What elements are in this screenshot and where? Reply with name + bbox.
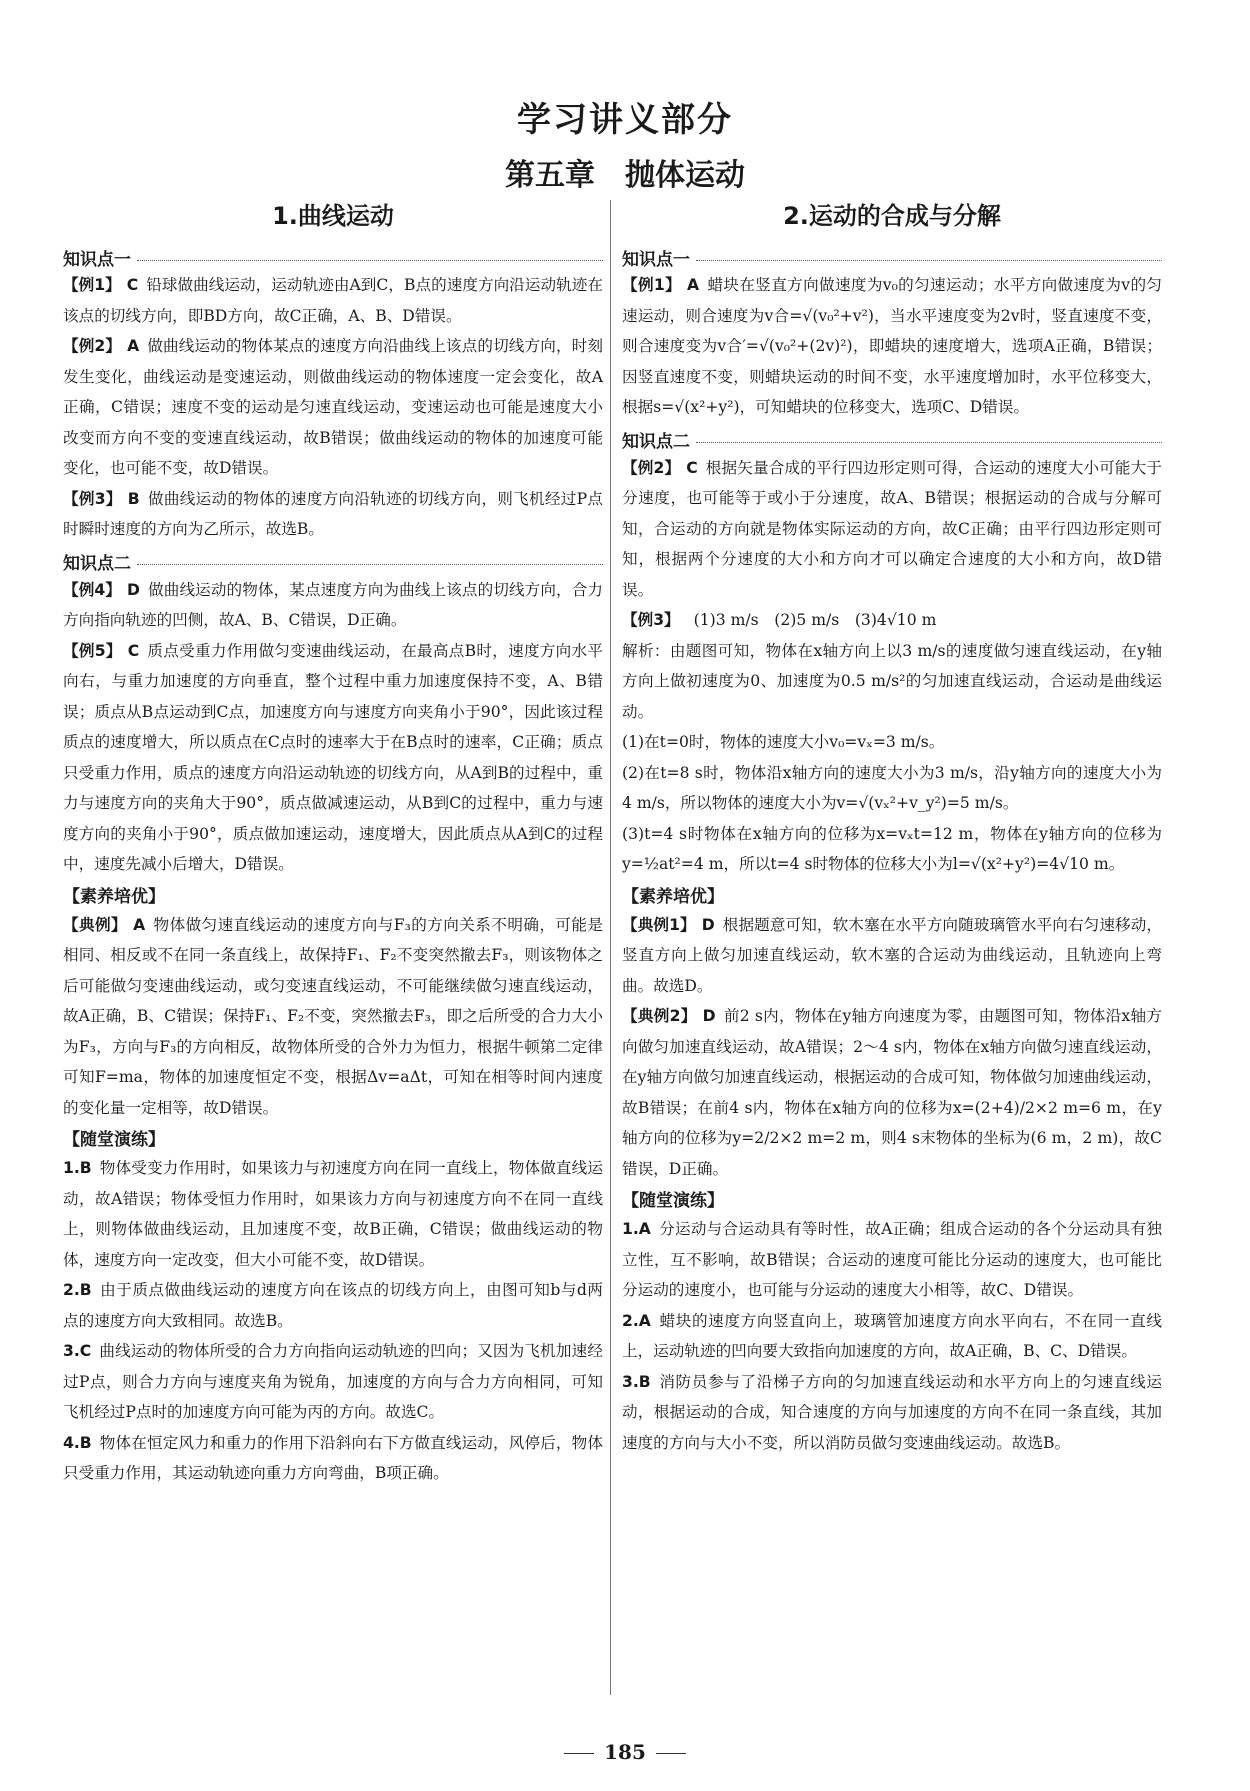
example-item [63, 910, 603, 1124]
explanation-text: 前2 s内，物体在y轴方向速度为零，由题图可知，物体沿x轴方向做匀加速直线运动，故A错误；2～4 s内，物体在x轴方向做匀速直线运动，在y轴方向做匀加速直线运动，根据运动的合成可知，物体做匀加速曲线运动，故B错误；在前4 s内，物体在x轴方向的位移为x=(2+4)/2×2 m=6 m，在y轴方向的位移为y=2/2×2 m=2 m，则4 s末物体的坐标为(6 m，2 m)，故C错误，D正确。 [622, 1007, 1162, 1178]
explanation-text: 蜡块在竖直方向做速度为v₀的匀速运动；水平方向做速度为v的匀速运动，则合速度为v合=√(v₀²+v²)，当水平速度变为2v时，竖直速度不变，则合速度变为v合′=√(v₀²+(2v)²)，即蜡块的速度增大，选项A正确，B错误；因竖直速度不变，则蜡块运动的时间不变，水平速度增加时，水平位移变大，根据s=√(x²+y²)，可知蜡块的位移变大，选项C、D错误。 [622, 276, 1162, 416]
section-title-curvilinear-motion: 1.曲线运动 [272, 202, 394, 230]
example-tag: 【例2】 [622, 458, 681, 477]
example-item [63, 575, 603, 636]
explanation-text: 消防员参与了沿梯子方向的匀加速直线运动和水平方向上的匀速直线运动，根据运动的合成，知合速度的方向与加速度的方向不在同一条直线，其加速度的方向与大小不变，所以消防员做匀变速曲线运动。故选B。 [622, 1372, 1162, 1452]
example-item [622, 605, 1162, 636]
example-item [622, 270, 1162, 423]
knowledge-point-label: 知识点二 [63, 554, 131, 574]
knowledge-point-label: 知识点一 [63, 249, 131, 270]
answer-letter: C [126, 276, 139, 294]
answer-letter: B [127, 489, 140, 508]
explanation-text: 物体在恒定风力和重力的作用下沿斜向右下方做直线运动，风停后，物体只受重力作用，其运动轨迹向重力方向弯曲，B项正确。 [63, 1433, 603, 1482]
practice-item [63, 1275, 603, 1336]
explanation-text: 蜡块的速度方向竖直向上，玻璃管加速度方向水平向右，不在同一直线上，运动轨迹的凹向要大致指向加速度的方向，故A正确，B、C、D错误。 [622, 1311, 1162, 1360]
knowledge-point-heading [63, 549, 603, 575]
example-tag: 【例1】 [63, 276, 121, 294]
question-number: 3.B [622, 1372, 651, 1391]
explanation-text: 分运动与合运动具有等时性，故A正确；组成合运动的各个分运动具有独立性，互不影响，故B错误；合运动的速度可能比分运动的速度大，也可能比分运动的速度小，也可能与分运动的速度大小相等，故C、D错误。 [622, 1220, 1162, 1299]
explanation-text: 物体做匀速直线运动的速度方向与F₃的方向关系不明确，可能是相同、相反或不在同一条直线上，故保持F₁、F₂不变突然撤去F₃，则该物体之后可能做匀变速曲线运动，或匀变速直线运动，不可能继续做匀速直线运动，故A正确，B、C错误；保持F₁、F₂不变，突然撤去F₃，即之后所受的合力大小为F₃，方向与F₃的方向相反，故物体所受的合外力为恒力，根据牛顿第二定律可知F=ma，物体的加速度恒定不变，根据Δv=aΔt，可知在相等时间内速度的变化量一定相等，故D错误。 [63, 915, 603, 1117]
example-item [63, 331, 603, 484]
answer-letter: A [687, 276, 700, 294]
question-number: 1.A [622, 1220, 651, 1238]
answer-letter: D [127, 580, 140, 599]
dotted-rule [137, 260, 603, 261]
question-number: 4.B [63, 1433, 92, 1452]
example-tag: 【典例2】 [622, 1007, 697, 1025]
answer-letter: C [127, 641, 140, 660]
example-tag: 【典例1】 [622, 915, 696, 934]
example-tag: 【例1】 [622, 276, 682, 294]
practice-item [622, 1367, 1162, 1459]
explanation-text: 质点受重力作用做匀变速曲线运动，在最高点B时，速度方向水平向右，与重力加速度的方向垂直，整个过程中重力加速度保持不变，A、B错误；质点从B点运动到C点，加速度方向与速度方向夹角小于90°，因此该过程质点的速度增大，所以质点在C点时的速率大于在B点时的速率，C正确；质点只受重力作用，质点的速度方向沿运动轨迹的切线方向，从A到B的过程中，重力与速度方向的夹角大于90°，质点做减速运动，从B到C的过程中，重力与速度方向的夹角小于90°，质点做加速运动，速度增大，因此质点从A到C的过程中，速度先减小后增大，D错误。 [63, 641, 603, 873]
analysis-line: 解析：由题图可知，物体在x轴方向上以3 m/s的速度做匀速直线运动，在y轴方向上做初速度为0、加速度为0.5 m/s²的匀加速直线运动，合运动是曲线运动。 [622, 641, 1162, 721]
practice-item [63, 1336, 603, 1428]
section-heading-suyang: 【素养培优】 [63, 886, 165, 907]
knowledge-point-heading [622, 244, 1162, 270]
explanation-text: 铅球做曲线运动，运动轨迹由A到C，B点的速度方向沿运动轨迹在该点的切线方向，即BD方向，故C正确，A、B、D错误。 [63, 276, 603, 325]
answer-letter: D [702, 1007, 716, 1025]
explanation-text: (1)3 m/s (2)5 m/s (3)4√10 m [693, 611, 937, 629]
analysis-line: (1)在t=0时，物体的速度大小v₀=vₓ=3 m/s。 [622, 733, 945, 751]
left-column [63, 198, 603, 1489]
answer-letter: D [701, 915, 715, 934]
dotted-rule [696, 442, 1162, 443]
practice-item [622, 1214, 1162, 1306]
knowledge-point-heading [63, 244, 603, 270]
example-tag: 【典例】 [63, 915, 128, 934]
column-divider [610, 200, 611, 1695]
practice-item [63, 1428, 603, 1489]
knowledge-point-heading [622, 427, 1162, 453]
dotted-rule [137, 564, 603, 565]
explanation-text: 根据矢量合成的平行四边形定则可得，合运动的速度大小可能大于分速度，也可能等于或小于分速度，故A、B错误；根据运动的合成与分解可知，合运动的方向就是物体实际运动的方向，故C正确；由平行四边形定则可知，根据两个分速度的大小和方向才可以确定合速度的大小和方向，故D错误。 [622, 458, 1162, 599]
section-heading-suitang: 【随堂演练】 [63, 1130, 165, 1150]
knowledge-point-label: 知识点一 [622, 249, 690, 270]
question-number: 2.A [622, 1311, 651, 1330]
analysis-line: (2)在t=8 s时，物体沿x轴方向的速度大小为3 m/s，沿y轴方向的速度大小为4 m/s，所以物体的速度大小为v=√(vₓ²+v_y²)=5 m/s。 [622, 763, 1162, 812]
section-heading-suitang: 【随堂演练】 [622, 1191, 724, 1211]
explanation-text: 由于质点做曲线运动的速度方向在该点的切线方向上，由图可知b与d两点的速度方向大致相同。故选B。 [63, 1281, 603, 1330]
page-number [0, 1740, 1250, 1764]
explanation-text: 根据题意可知，软木塞在水平方向随玻璃管水平向右匀速移动，竖直方向上做匀加速直线运动，软木塞的合运动为曲线运动，且轨迹向上弯曲。故选D。 [622, 915, 1162, 995]
question-number: 1.B [63, 1159, 92, 1177]
explanation-text: 做曲线运动的物体的速度方向沿轨迹的切线方向，则飞机经过P点时瞬时速度的方向为乙所示，故选B。 [63, 489, 603, 538]
practice-item [63, 1153, 603, 1275]
example-item [622, 453, 1162, 606]
knowledge-point-label: 知识点二 [622, 432, 690, 452]
example-tag: 【例4】 [63, 580, 122, 599]
example-tag: 【例3】 [622, 611, 680, 629]
chapter-title: 第五章 抛体运动 [505, 158, 745, 193]
example-item [63, 270, 603, 331]
example-item [622, 1001, 1162, 1184]
answer-letter: C [686, 458, 698, 477]
example-item [63, 636, 603, 880]
example-tag: 【例3】 [63, 489, 122, 508]
right-column [622, 198, 1162, 1458]
page-number-dash [656, 1753, 686, 1754]
page-number-value: 185 [604, 1740, 646, 1764]
question-number: 3.C [63, 1342, 92, 1360]
example-tag: 【例5】 [63, 641, 122, 660]
explanation-text: 做曲线运动的物体某点的速度方向沿曲线上该点的切线方向，时刻发生变化，曲线运动是变速运动，则做曲线运动的物体速度一定会变化，故A正确，C错误；速度不变的运动是匀速直线运动，变速运动也可能是速度大小改变而方向不变的变速直线运动，故B错误；做曲线运动的物体的加速度可能变化，也可能不变，故D错误。 [63, 337, 603, 477]
answer-letter: A [127, 337, 140, 355]
practice-item [622, 1306, 1162, 1367]
example-item [622, 910, 1162, 1002]
explanation-text: 物体受变力作用时，如果该力与初速度方向在同一直线上，物体做直线运动，故A错误；物体受恒力作用时，如果该力方向与初速度方向不在同一直线上，则物体做曲线运动，且加速度不变，故B正确，C错误；做曲线运动的物体，速度方向一定改变，但大小可能不变，故D错误。 [63, 1159, 603, 1269]
answer-letter: A [133, 915, 146, 934]
explanation-text: 曲线运动的物体所受的合力方向指向运动轨迹的凹向；又因为飞机加速经过P点，则合力方向与速度夹角为锐角，加速度的方向与合力方向相同，可知飞机经过P点时的加速度方向可能为丙的方向。故选C。 [63, 1342, 603, 1421]
dotted-rule [696, 260, 1162, 261]
page-number-dash [564, 1753, 594, 1754]
example-item [63, 484, 603, 545]
example-tag: 【例2】 [63, 337, 122, 355]
section-heading-suyang: 【素养培优】 [622, 886, 724, 907]
section-title-composition-of-motion: 2.运动的合成与分解 [783, 202, 1001, 230]
explanation-text: 做曲线运动的物体，某点速度方向为曲线上该点的切线方向，合力方向指向轨迹的凹侧，故A、B、C错误，D正确。 [63, 580, 603, 629]
page-title: 学习讲义部分 [517, 100, 733, 140]
analysis-line: (3)t=4 s时物体在x轴方向的位移为x=vₓt=12 m，物体在y轴方向的位移为y=½at²=4 m，所以t=4 s时物体的位移大小为l=√(x²+y²)=4√10 m。 [622, 824, 1162, 873]
question-number: 2.B [63, 1281, 92, 1299]
